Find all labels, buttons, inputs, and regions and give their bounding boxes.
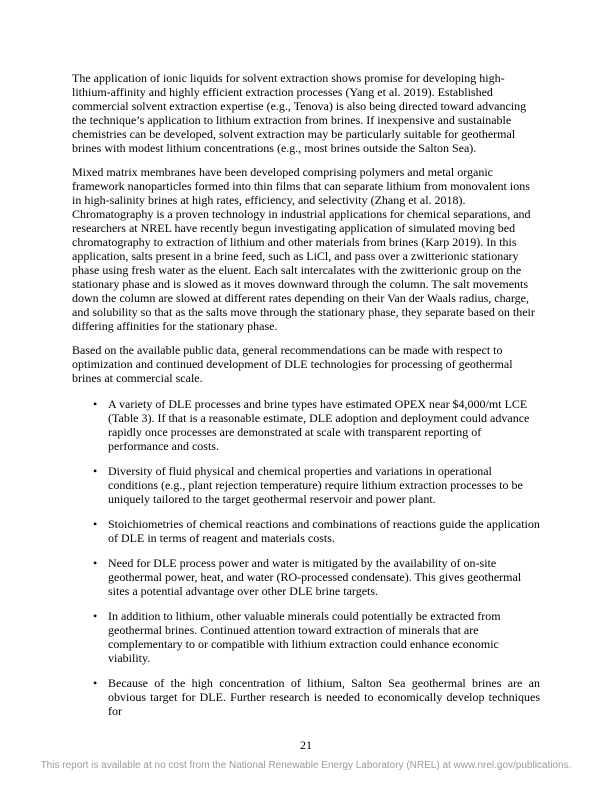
paragraph-solvent-extraction: The application of ionic liquids for solvent extraction shows promise for developing high-lithium-affinity and highly efficient extraction processes (Yang et al. 2019). Established commercial solvent extraction expertise (e.g., Tenova) is also being directed toward advancing the technique’s application to lithium extraction from brines. If inexpensive and sustainable chemistries can be developed, solvent extraction may be particularly suitable for geothermal brines with modest lithium concentrations (e.g., most brines outside the Salton Sea). bbox=[72, 71, 527, 155]
footer-note: This report is available at no cost from the National Renewable Energy Laboratory (NREL) at www.nrel.gov/publications. bbox=[40, 760, 572, 771]
bullet-item-text: Diversity of fluid physical and chemical properties and variations in operational conditions (e.g., plant rejection temperature) require lithium extraction processes to be uniquely tailored to the target geothermal reservoir and power plant. bbox=[108, 464, 523, 506]
page-number: 21 bbox=[300, 738, 312, 752]
bullet-item-text: Because of the high concentration of lithium, Salton Sea geothermal brines are an obvious target for DLE. Further research is needed to economically develop techniques for bbox=[108, 676, 540, 718]
bullet-icon: • bbox=[93, 556, 98, 570]
bullet-item-opex bbox=[72, 397, 540, 453]
bullet-item-text: Need for DLE process power and water is mitigated by the availability of on-site geothermal power, heat, and water (RO-processed condensate). This gives geothermal sites a potential advantage over other DLE brine targets. bbox=[108, 556, 522, 598]
paragraph-recommendations-intro: Based on the available public data, general recommendations can be made with respect to optimization and continued development of DLE technologies for processing of geothermal brines at commercial scale. bbox=[72, 343, 513, 385]
bullet-item-text: Stoichiometries of chemical reactions and combinations of reactions guide the application of DLE in terms of reagent and materials costs. bbox=[108, 517, 540, 545]
bullet-item-power-water bbox=[72, 556, 540, 598]
bullet-icon: • bbox=[93, 609, 98, 623]
bullet-icon: • bbox=[93, 517, 98, 531]
bullet-item-text: A variety of DLE processes and brine types have estimated OPEX near $4,000/mt LCE (Table 3). If that is a reasonable estimate, DLE adoption and deployment could advance rapidly once processes are demonstrated at scale with transparent reporting of performance and costs. bbox=[108, 397, 530, 453]
bullet-icon: • bbox=[93, 676, 98, 690]
bullet-icon: • bbox=[93, 464, 98, 478]
bullet-icon: • bbox=[93, 397, 98, 411]
bullet-item-stoichiometries bbox=[72, 517, 540, 545]
recommendations-bullet-list bbox=[72, 397, 540, 718]
bullet-item-fluid-diversity bbox=[72, 464, 540, 506]
bullet-item-other-minerals bbox=[72, 609, 540, 665]
bullet-item-salton-sea bbox=[72, 676, 540, 718]
page-content bbox=[72, 71, 540, 729]
paragraph-membranes-chromatography: Mixed matrix membranes have been developed comprising polymers and metal organic framework nanoparticles formed into thin films that can separate lithium from monovalent ions in high-salinity brines at high rates, efficiency, and selectivity (Zhang et al. 2018). Chromatography is a proven technology in industrial applications for chemical separations, and researchers at NREL have recently begun investigating application of simulated moving bed chromatography to extraction of lithium and other materials from brines (Karp 2019). In this application, salts present in a brine feed, such as LiCl, and pass over a zwitterionic stationary phase using fresh water as the eluent. Each salt intercalates with the zwitterionic group on the stationary phase and is slowed as it moves downward through the column. The salt movements down the column are slowed at different rates depending on their Van der Waals radius, charge, and solubility so that as the salts move through the stationary phase, they separate based on their differing affinities for the stationary phase. bbox=[72, 165, 535, 333]
bullet-item-text: In addition to lithium, other valuable minerals could potentially be extracted from geothermal brines. Continued attention toward extraction of minerals that are complementary to or compatible with lithium extraction could enhance economic viability. bbox=[108, 609, 501, 665]
